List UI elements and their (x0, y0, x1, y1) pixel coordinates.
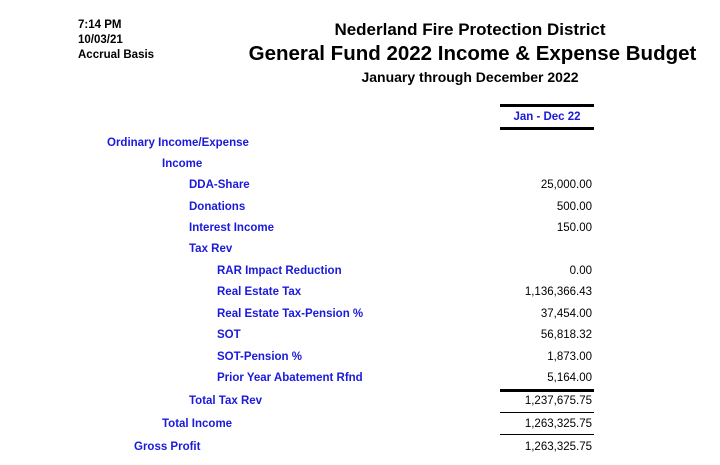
row-label: Real Estate Tax-Pension % (217, 308, 364, 320)
row-gross-profit (0, 441, 720, 461)
column-header-label: Jan - Dec 22 (513, 111, 581, 123)
report-time: 7:14 PM (78, 19, 122, 31)
row-label: Total Tax Rev (189, 395, 263, 407)
row-value: 1,263,325.75 (524, 418, 592, 430)
row-label: Interest Income (189, 222, 274, 234)
report-basis: Accrual Basis (78, 49, 155, 61)
row-label: Ordinary Income/Expense (107, 137, 249, 149)
row-sot-pension (0, 351, 720, 371)
row-value: 56,818.32 (540, 329, 592, 341)
row-value: 1,263,325.75 (524, 441, 592, 453)
row-ordinary-income-expense (0, 137, 720, 157)
report-date: 10/03/21 (78, 34, 123, 46)
row-interest-income (0, 222, 720, 242)
row-real-estate-tax (0, 286, 720, 306)
row-total-income (0, 418, 720, 438)
row-prior-year-abatement (0, 372, 720, 392)
row-value: 500.00 (556, 201, 592, 213)
report-subtitle: January through December 2022 (361, 69, 579, 85)
row-value: 25,000.00 (540, 179, 592, 191)
company-name: Nederland Fire Protection District (334, 20, 606, 39)
row-total-tax-rev (0, 395, 720, 415)
report-meta (78, 18, 154, 63)
row-real-estate-tax-pension (0, 308, 720, 328)
row-label: Prior Year Abatement Rfnd (217, 372, 363, 384)
report-title: General Fund 2022 Income & Expense Budget (248, 42, 697, 65)
row-donations (0, 201, 720, 221)
row-label: SOT-Pension % (217, 351, 302, 363)
row-label: Income (162, 158, 203, 170)
row-label: Donations (189, 201, 246, 213)
row-sot (0, 329, 720, 349)
subtotal-rule (500, 389, 594, 392)
gross-rule (500, 434, 594, 435)
row-value: 5,164.00 (547, 372, 592, 384)
row-rar-impact-reduction (0, 265, 720, 285)
row-label: SOT (217, 329, 241, 341)
row-value: 1,873.00 (547, 351, 592, 363)
header-top-rule (500, 104, 594, 107)
row-value: 37,454.00 (540, 308, 592, 320)
row-dda-share (0, 179, 720, 199)
row-label: Gross Profit (134, 441, 201, 453)
row-label: RAR Impact Reduction (217, 265, 342, 277)
row-label: DDA-Share (189, 179, 250, 191)
row-value: 0.00 (569, 265, 592, 277)
total-rule (500, 412, 594, 413)
header-bottom-rule (500, 127, 594, 130)
row-value: 1,237,675.75 (524, 395, 592, 407)
column-header (500, 104, 594, 130)
row-label: Real Estate Tax (217, 286, 302, 298)
row-label: Total Income (162, 418, 233, 430)
row-income (0, 158, 720, 178)
row-value: 150.00 (556, 222, 592, 234)
row-value: 1,136,366.43 (524, 286, 592, 298)
row-tax-rev (0, 243, 720, 263)
row-label: Tax Rev (189, 243, 233, 255)
